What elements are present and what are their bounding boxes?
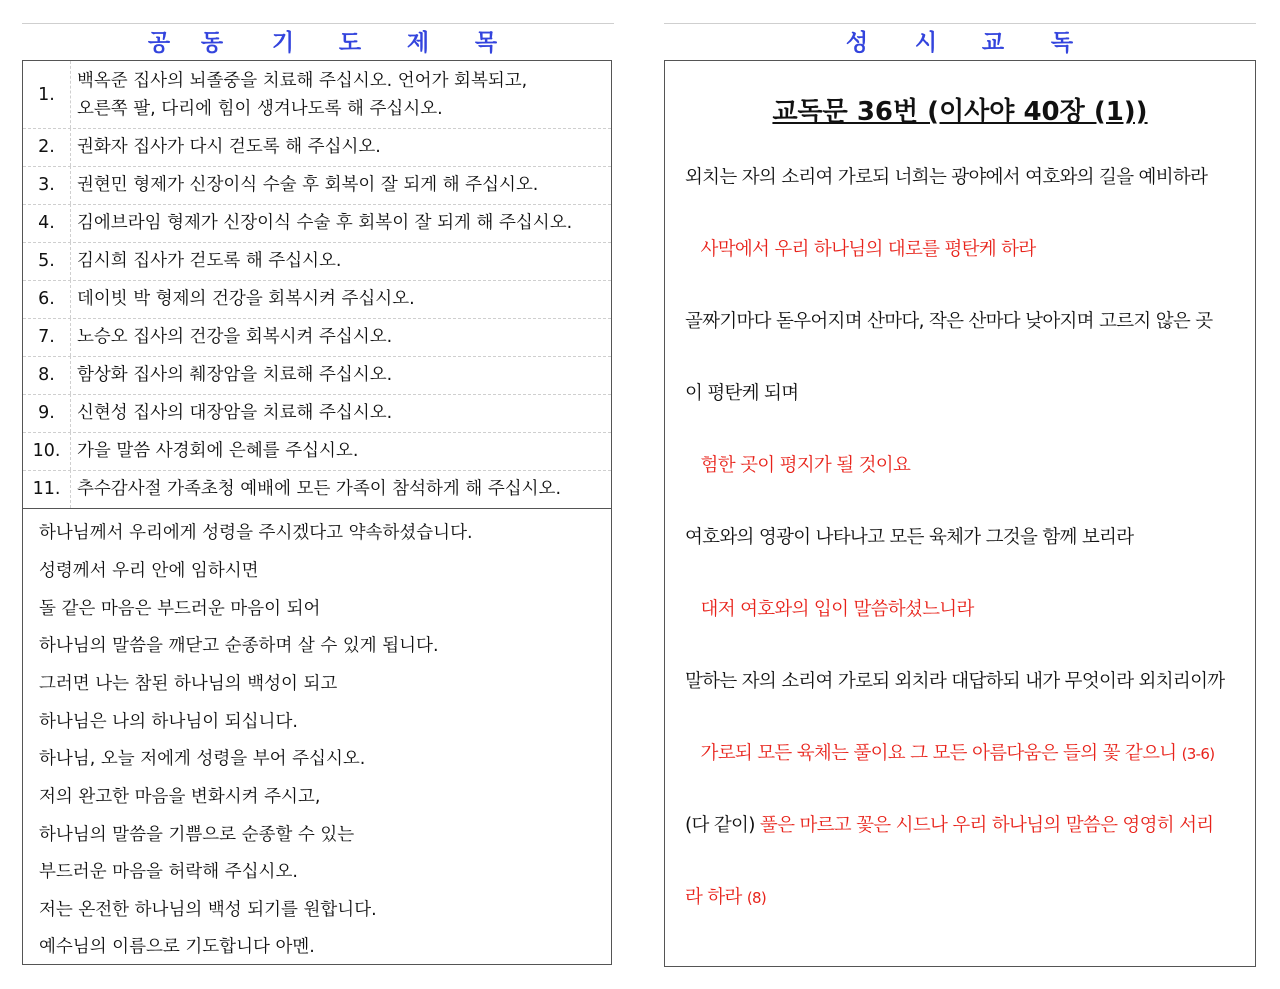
reading-segment: 험한 곳이 평지가 될 것이요 (685, 455, 911, 476)
prayer-number: 7. (23, 318, 71, 356)
reading-line (685, 883, 766, 909)
prayer-row (23, 432, 611, 471)
reading-segment: 말하는 자의 소리여 가로되 외치라 대답하되 내가 무엇이라 외치리이까 (685, 671, 1225, 692)
prayer-row (23, 318, 611, 357)
prayer-text: 권화자 집사가 다시 걷도록 해 주십시오. (77, 137, 381, 157)
prayer-number: 5. (23, 242, 71, 280)
right-heading-char: 교 (981, 30, 1005, 56)
prayer-row (23, 394, 611, 433)
reading-segment: 사막에서 우리 하나님의 대로를 평탄케 하라 (685, 239, 1036, 260)
reading-line (685, 739, 1214, 765)
left-heading-char: 제 (406, 30, 430, 56)
reading-segment: 여호와의 영광이 나타나고 모든 육체가 그것을 함께 보리라 (685, 527, 1134, 548)
left-heading-char: 공 (147, 30, 171, 56)
prayer-row (23, 356, 611, 395)
reading-line (685, 451, 910, 477)
reading-title: 교독문 36번 (이사야 40장 (1)) (772, 97, 1148, 127)
reading-segment: 가로되 모든 육체는 풀이요 그 모든 아름다움은 들의 꽃 같으니 (685, 743, 1182, 764)
prayer-text: 김에브라임 형제가 신장이식 수술 후 회복이 잘 되게 해 주십시오. (77, 213, 573, 233)
prayer-row (23, 166, 611, 205)
reading-line (685, 379, 798, 405)
prayer-number: 2. (23, 128, 71, 166)
right-heading-char: 독 (1050, 30, 1074, 56)
prayer-line: 성령께서 우리 안에 임하시면 (39, 561, 259, 581)
prayer-text: 가을 말씀 사경회에 은혜를 주십시오. (77, 441, 359, 461)
responsive-reading-panel (664, 60, 1256, 967)
left-heading-char: 목 (474, 30, 498, 56)
reading-line (685, 523, 1133, 549)
prayer-text: 데이빗 박 형제의 건강을 회복시켜 주십시오. (77, 289, 415, 309)
prayer-line: 저는 온전한 하나님의 백성 되기를 원합니다. (39, 900, 377, 920)
right-heading-char: 성 (845, 30, 869, 56)
prayer-panel (22, 60, 612, 965)
prayer-line: 하나님, 오늘 저에게 성령을 부어 주십시오. (39, 749, 366, 769)
prayer-line: 하나님의 말씀을 기쁨으로 순종할 수 있는 (39, 825, 355, 845)
prayer-line: 그러면 나는 참된 하나님의 백성이 되고 (39, 674, 338, 694)
left-heading-char: 기 (271, 30, 295, 56)
prayer-row (23, 242, 611, 281)
reading-line (685, 235, 1036, 261)
reading-line (685, 307, 1212, 333)
prayer-line: 예수님의 이름으로 기도합니다 아멘. (39, 937, 315, 957)
reading-segment: 대저 여호와의 입이 말씀하셨느니라 (685, 599, 974, 620)
reading-segment: 풀은 마르고 꽃은 시드나 우리 하나님의 말씀은 영영히 서리 (759, 815, 1214, 836)
prayer-number: 9. (23, 394, 71, 432)
prayer-line: 부드러운 마음을 허락해 주십시오. (39, 862, 298, 882)
prayer-row (23, 280, 611, 319)
reading-line (685, 811, 1213, 837)
prayer-text: 김시희 집사가 걷도록 해 주십시오. (77, 251, 342, 271)
right-heading (0, 24, 1280, 54)
prayer-text: 함상화 집사의 췌장암을 치료해 주십시오. (77, 365, 393, 385)
left-heading-char: 도 (338, 30, 362, 56)
prayer-text: 노승오 집사의 건강을 회복시켜 주십시오. (77, 327, 393, 347)
prayer-line: 하나님께서 우리에게 성령을 주시겠다고 약속하셨습니다. (39, 523, 473, 543)
left-heading-char: 동 (200, 30, 224, 56)
prayer-row (23, 470, 611, 509)
reading-segment: 라 하라 (685, 887, 747, 908)
prayer-number: 6. (23, 280, 71, 318)
right-heading-char: 시 (914, 30, 938, 56)
prayer-number: 1. (23, 61, 71, 128)
prayer-line: 저의 완고한 마음을 변화시켜 주시고, (39, 787, 321, 807)
prayer-number: 3. (23, 166, 71, 204)
reading-segment: 골짜기마다 돋우어지며 산마다, 작은 산마다 낮아지며 고르지 않은 곳 (685, 311, 1213, 332)
prayer-row (23, 61, 611, 129)
prayer-number: 4. (23, 204, 71, 242)
prayer-text: 권현민 형제가 신장이식 수술 후 회복이 잘 되게 해 주십시오. (77, 175, 539, 195)
prayer-text: 백옥준 집사의 뇌졸중을 치료해 주십시오. 언어가 회복되고, 오른쪽 팔, 다리에 힘이 생겨나도록 해 주십시오. (77, 70, 528, 119)
prayer-number: 10. (23, 432, 71, 470)
reading-segment: 외치는 자의 소리여 가로되 너희는 광야에서 여호와의 길을 예비하라 (685, 167, 1208, 188)
prayer-number: 8. (23, 356, 71, 394)
prayer-row (23, 128, 611, 167)
prayer-line: 하나님의 말씀을 깨닫고 순종하며 살 수 있게 됩니다. (39, 636, 439, 656)
prayer-line: 돌 같은 마음은 부드러운 마음이 되어 (39, 599, 321, 619)
reading-segment: (8) (746, 889, 767, 907)
reading-line (685, 163, 1207, 189)
prayer-text: 추수감사절 가족초청 예배에 모든 가족이 참석하게 해 주십시오. (77, 479, 562, 499)
reading-line (685, 667, 1224, 693)
reading-segment: (다 같이) (685, 815, 760, 836)
reading-segment: (3-6) (1181, 745, 1215, 763)
prayer-text: 신현성 집사의 대장암을 치료해 주십시오. (77, 403, 393, 423)
prayer-number: 11. (23, 470, 71, 508)
prayer-row (23, 204, 611, 243)
prayer-line: 하나님은 나의 하나님이 되십니다. (39, 712, 298, 732)
reading-line (685, 595, 974, 621)
reading-segment: 이 평탄케 되며 (685, 383, 799, 404)
